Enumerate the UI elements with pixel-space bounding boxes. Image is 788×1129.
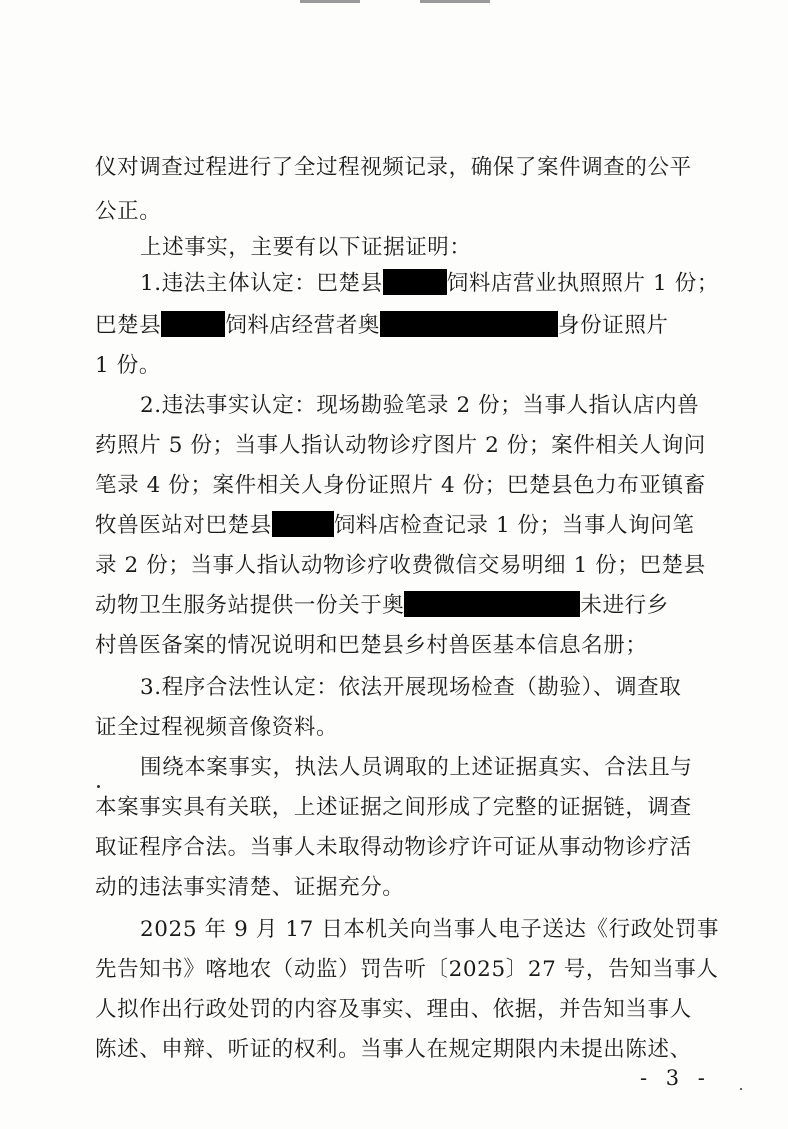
text-segment: 1.违法主体认定：巴楚县: [140, 271, 383, 296]
page-number: - 3 -: [640, 1066, 711, 1090]
paragraph-line: 1 份。: [95, 353, 161, 378]
paragraph-line: 本案事实具有关联，上述证据之间形成了完整的证据链，调查: [95, 795, 692, 820]
paragraph-line: 村兽医备案的情况说明和巴楚县乡村兽医基本信息名册；: [95, 633, 648, 658]
paragraph-line: 2.违法事实认定：现场勘验笔录 2 份；当事人指认店内兽: [140, 393, 700, 418]
text-segment: 未进行乡: [580, 593, 669, 618]
paragraph-line: 3.程序合法性认定：依法开展现场检查（勘验）、调查取: [140, 675, 682, 700]
paragraph-line: 上述事实，主要有以下证据证明：: [140, 235, 472, 260]
redaction-block: [404, 591, 580, 617]
text-segment: 动物卫生服务站提供一份关于奥: [95, 593, 405, 618]
text-segment: 巴楚县: [95, 313, 162, 338]
paragraph-line: 围绕本案事实，执法人员调取的上述证据真实、合法且与: [140, 755, 693, 780]
paragraph-line: [140, 266, 719, 302]
paragraph-line: [95, 308, 695, 344]
redaction-block: [161, 311, 225, 337]
scan-speck: [97, 785, 100, 788]
text-segment: 饲料店检查记录 1 份；当事人询问笔: [333, 513, 695, 538]
text-segment: 身份证照片: [558, 313, 669, 338]
text-segment: 饲料店经营者奥: [225, 313, 381, 338]
paragraph-line: 动的违法事实清楚、证据充分。: [95, 875, 405, 900]
scan-speck: [740, 1088, 742, 1090]
paragraph-line: 人拟作出行政处罚的内容及事实、理由、依据，并告知当事人: [95, 997, 692, 1022]
paragraph-line: 药照片 5 份；当事人指认动物诊疗图片 2 份；案件相关人询问: [95, 433, 706, 458]
paragraph-line: [95, 508, 695, 544]
paragraph-line: 取证程序合法。当事人未取得动物诊疗许可证从事动物诊疗活: [95, 835, 692, 860]
paragraph-line: 陈述、申辩、听证的权利。当事人在规定期限内未提出陈述、: [95, 1037, 692, 1062]
paragraph-line: 笔录 4 份；案件相关人身份证照片 4 份；巴楚县色力布亚镇畜: [95, 473, 706, 498]
text-segment: 牧兽医站对巴楚县: [95, 513, 272, 538]
paragraph-line: 2025 年 9 月 17 日本机关向当事人电子送达《行政处罚事: [140, 917, 720, 942]
redaction-block: [383, 269, 447, 295]
paragraph-line: 仪对调查过程进行了全过程视频记录，确保了案件调查的公平: [95, 155, 692, 180]
paragraph-line: 先告知书》喀地农（动监）罚告听〔2025〕27 号，告知当事人: [95, 957, 719, 982]
paragraph-line: [95, 588, 695, 624]
paragraph-line: 录 2 份；当事人指认动物诊疗收费微信交易明细 1 份；巴楚县: [95, 553, 706, 578]
scan-artifact: [420, 0, 490, 3]
text-segment: 饲料店营业执照照片 1 份；: [446, 271, 719, 296]
paragraph-line: 公正。: [95, 199, 162, 224]
paragraph-line: 证全过程视频音像资料。: [95, 715, 339, 740]
redaction-block: [380, 311, 558, 337]
scan-artifact: [300, 0, 360, 3]
redaction-block: [272, 511, 334, 537]
